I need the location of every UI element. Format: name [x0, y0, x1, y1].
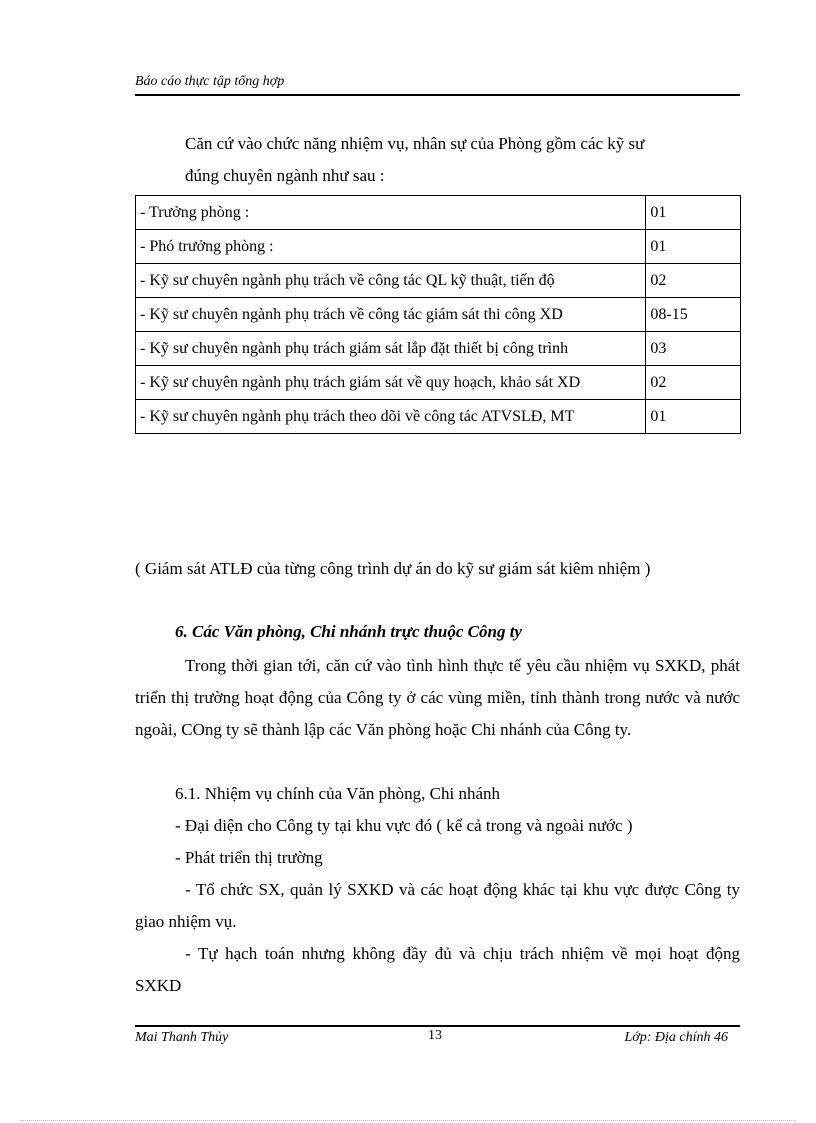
list-item: - Tổ chức SX, quản lý SXKD và các hoạt động khác tại khu vực được Công ty giao nhiệm vụ. [135, 880, 740, 931]
footer-author: Mai Thanh Thủy [135, 1030, 229, 1045]
intro-paragraph [135, 128, 740, 192]
page-edge-divider [20, 1120, 796, 1121]
table-row [136, 196, 741, 230]
footer-divider [135, 1025, 740, 1027]
count-cell: 02 [646, 366, 741, 400]
role-cell: - Phó trưởng phòng : [136, 230, 646, 264]
list-item: - Phát triển thị trường [175, 848, 323, 867]
subheading: 6.1. Nhiệm vụ chính của Văn phòng, Chi nhánh [175, 784, 501, 803]
intro-line-1: Căn cứ vào chức năng nhiệm vụ, nhân sự của Phòng gồm các kỹ sư [185, 134, 645, 153]
page-number: 13 [428, 1028, 442, 1043]
section-paragraph: Trong thời gian tới, căn cứ vào tình hình thực tế yêu cầu nhiệm vụ SXKD, phát triển thị trường hoạt động của Công ty ở các vùng miền, tỉnh thành trong nước và nước ngoài, COng ty sẽ thành lập các Văn phòng hoặc Chi nhánh của Công ty. [135, 656, 740, 739]
table-row [136, 400, 741, 434]
table-row [136, 298, 741, 332]
table-row [136, 366, 741, 400]
count-cell: 02 [646, 264, 741, 298]
intro-line-2: đúng chuyên ngành như sau : [185, 166, 385, 185]
table-row [136, 264, 741, 298]
role-cell: - Trưởng phòng : [136, 196, 646, 230]
page-header [135, 74, 740, 96]
count-cell: 01 [646, 230, 741, 264]
section-title: 6. Các Văn phòng, Chi nhánh trực thuộc Công ty [175, 622, 522, 641]
list-item: - Tự hạch toán nhưng không đầy đủ và chịu trách nhiệm về mọi hoạt động SXKD [135, 944, 740, 995]
role-cell: - Kỹ sư chuyên ngành phụ trách về công tác QL kỹ thuật, tiến độ [136, 264, 646, 298]
role-cell: - Kỹ sư chuyên ngành phụ trách giám sát lắp đặt thiết bị công trình [136, 332, 646, 366]
role-cell: - Kỹ sư chuyên ngành phụ trách theo dõi về công tác ATVSLĐ, MT [136, 400, 646, 434]
count-cell: 08-15 [646, 298, 741, 332]
header-title: Báo cáo thực tập tổng hợp [135, 74, 285, 89]
table-note: ( Giám sát ATLĐ của từng công trình dự án do kỹ sư giám sát kiêm nhiệm ) [135, 559, 651, 578]
table-row [136, 332, 741, 366]
role-cell: - Kỹ sư chuyên ngành phụ trách về công tác giám sát thi công XD [136, 298, 646, 332]
table-row [136, 230, 741, 264]
footer-class: Lớp: Địa chính 46 [624, 1030, 728, 1045]
staff-table [135, 195, 741, 434]
count-cell: 03 [646, 332, 741, 366]
count-cell: 01 [646, 196, 741, 230]
role-cell: - Kỹ sư chuyên ngành phụ trách giám sát về quy hoạch, khảo sát XD [136, 366, 646, 400]
count-cell: 01 [646, 400, 741, 434]
list-item: - Đại diện cho Công ty tại khu vực đó ( kể cả trong và ngoài nước ) [175, 816, 633, 835]
